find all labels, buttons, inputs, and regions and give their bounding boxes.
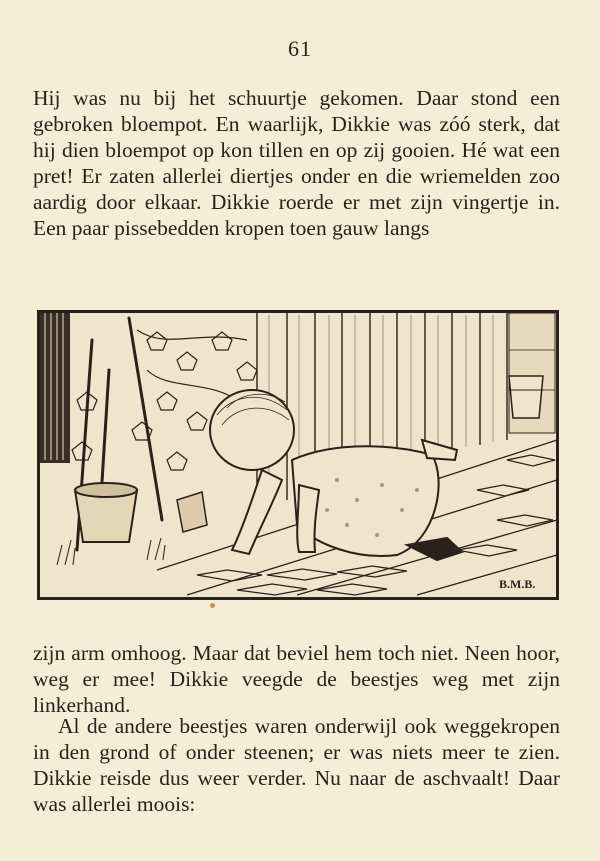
paragraph-3: Al de andere beestjes waren onderwijl ook weggekropen in den grond of onder steenen; er was niets meer te zien. Dikkie reisde dus weer verder. Nu naar de aschvaalt! Daar was allerlei moois: <box>33 714 560 816</box>
paper-speck <box>210 603 215 608</box>
paragraph-2: zijn arm omhoog. Maar dat beviel hem toch niet. Neen hoor, weg er mee! Dikkie veegde de beestjes weg met zijn linkerhand. <box>33 641 560 717</box>
paragraph-1: Hij was nu bij het schuurtje gekomen. Daar stond een gebroken bloempot. En waarlijk, Dikkie was zóó sterk, dat hij dien bloempot op kon tillen en op zij gooien. Hé wat een pret! Er zaten allerlei diertjes onder en die wriemelden zoo aardig door elkaar. Dikkie roerde er met zijn vingertje in. Een paar pissebedden kropen toen gauw langs <box>33 86 560 240</box>
page-number: 61 <box>288 36 312 61</box>
illustration-child-crawling <box>37 310 559 600</box>
illustration-signature: B.M.B. <box>499 577 536 591</box>
